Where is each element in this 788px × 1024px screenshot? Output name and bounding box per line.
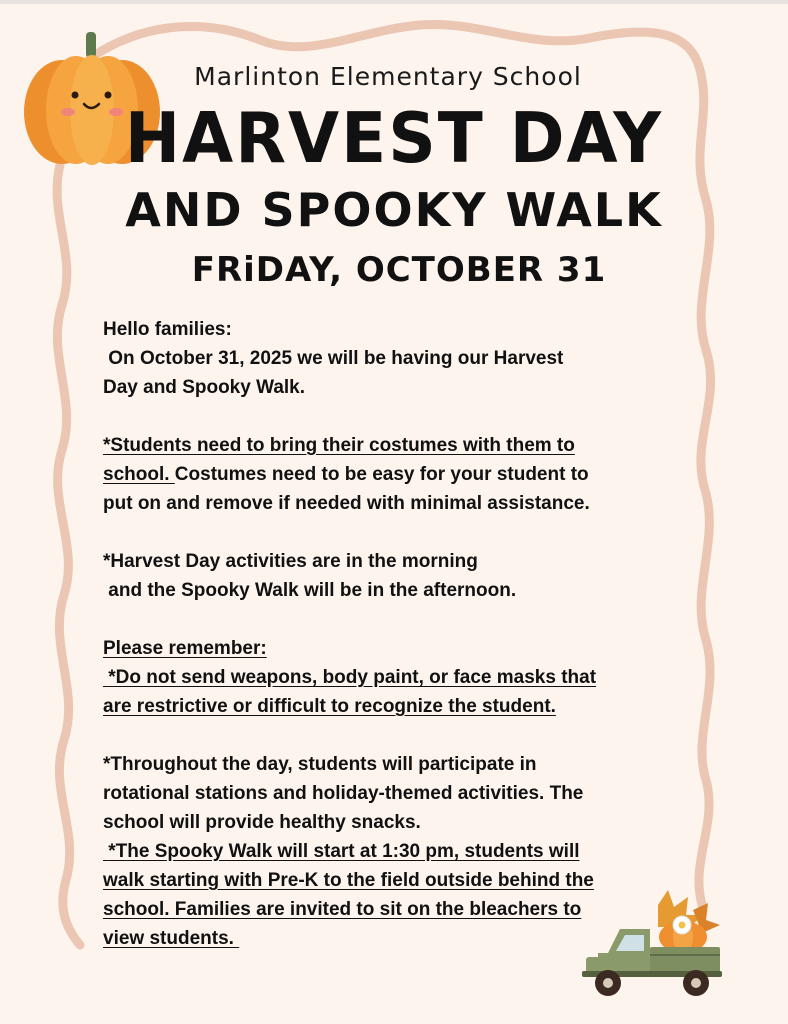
costume-notice-rest: Costumes need to be easy for your student to [174, 464, 589, 485]
spooky-walk-info: view students. [103, 928, 240, 949]
spooky-walk-info: *The Spooky Walk will start at 1:30 pm, students will [103, 841, 580, 862]
harvest-schedule: *Harvest Day activities are in the morning [103, 551, 478, 572]
stations-info: school will provide healthy snacks. [103, 812, 421, 833]
greeting: Hello families: [103, 319, 232, 340]
harvest-schedule: and the Spooky Walk will be in the afternoon. [103, 580, 517, 601]
school-name: Marlinton Elementary School [194, 62, 582, 91]
stations-info: *Throughout the day, students will participate in [103, 754, 537, 775]
spooky-walk-info: walk starting with Pre-K to the field outside behind the [103, 870, 594, 891]
remember-heading: Please remember: [103, 638, 267, 659]
costume-notice-line [103, 460, 683, 489]
intro-line: Day and Spooky Walk. [103, 377, 306, 398]
costume-notice-underlined: school. [103, 464, 175, 485]
title-spooky-walk: AND SPOOKY WALK [125, 183, 663, 237]
costume-notice: *Students need to bring their costumes with them to [103, 435, 575, 456]
stations-info: rotational stations and holiday-themed activities. The [103, 783, 584, 804]
event-date: FRiDAY, OCTOBER 31 [191, 250, 607, 290]
letter-body [103, 315, 683, 953]
spooky-walk-info: school. Families are invited to sit on the bleachers to [103, 899, 582, 920]
intro-line: On October 31, 2025 we will be having our Harvest [103, 348, 564, 369]
remember-item: are restrictive or difficult to recognize the student. [103, 696, 556, 717]
costume-notice-line: put on and remove if needed with minimal assistance. [103, 493, 590, 514]
top-edge [0, 0, 788, 4]
truck-icon [578, 885, 728, 1005]
title-harvest-day: HARVEST DAY [124, 98, 664, 179]
remember-item: *Do not send weapons, body paint, or face masks that [103, 667, 597, 688]
